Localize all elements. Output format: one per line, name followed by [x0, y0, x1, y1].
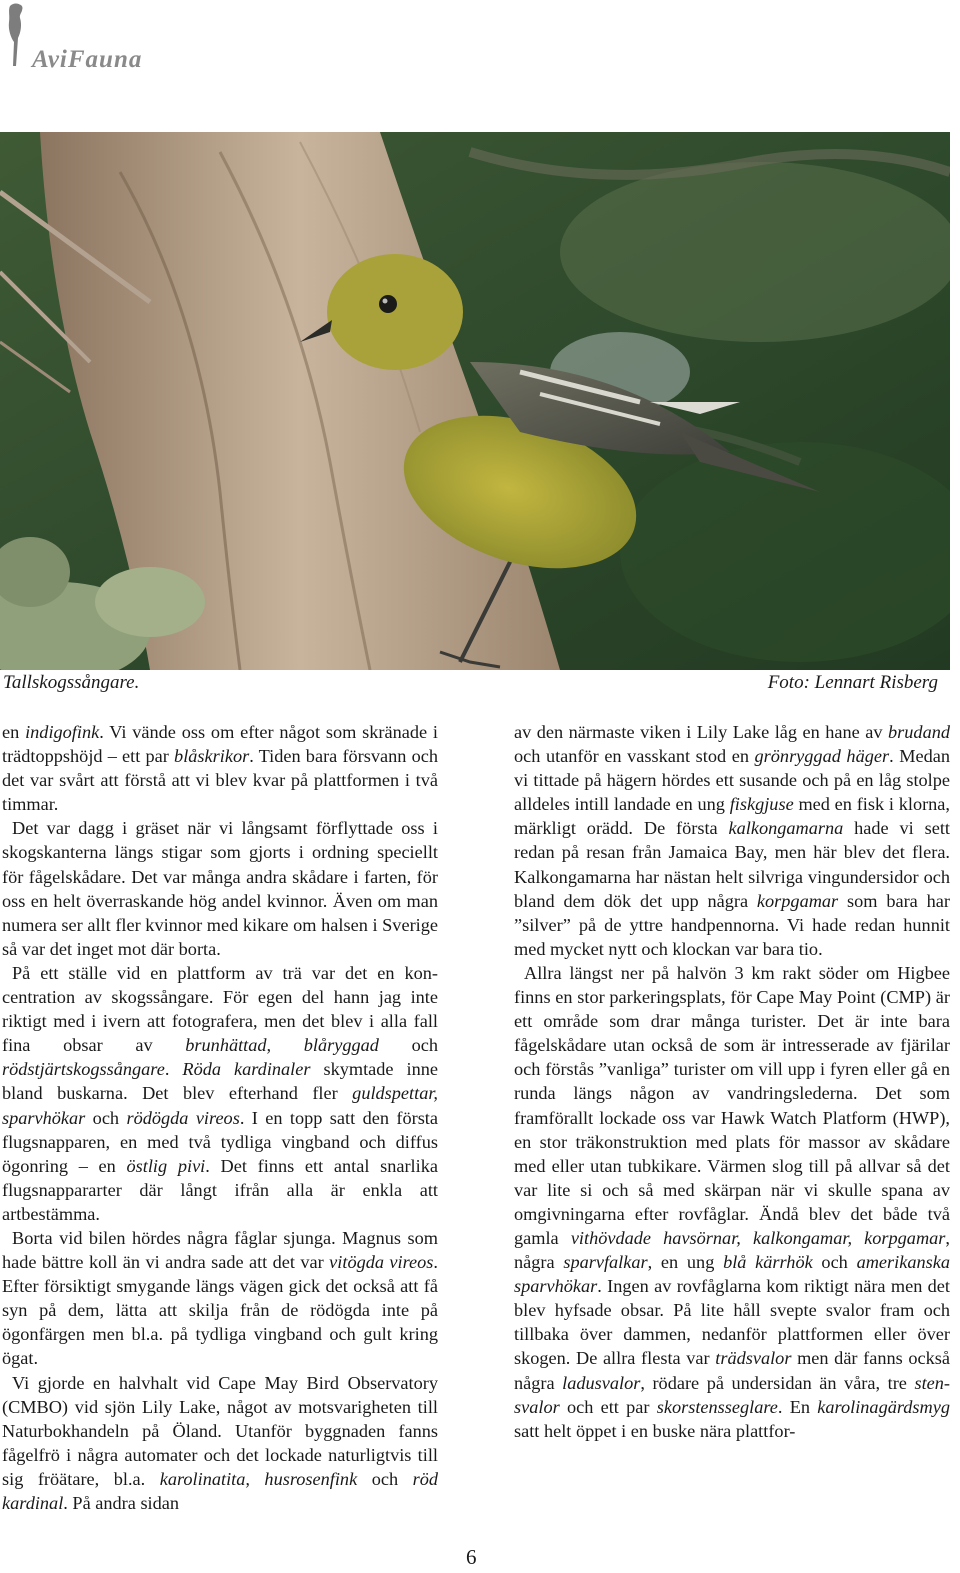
text-run: och — [812, 1252, 857, 1273]
text-run: . Efter försiktigt smygande längs vägen gick det också att få syn på dem, lätta att skilja från de rödögda inte på ögonfärgen men bl.a. på tydliga vingband och gult kring ögat. — [2, 1252, 438, 1369]
species-name: Röda kardinaler — [182, 1059, 311, 1080]
species-name: blå kärrhök — [723, 1252, 813, 1273]
text-run: med en fisk i klorna, märkligt orädd. De första — [514, 794, 950, 839]
paragraph — [2, 1371, 438, 1516]
species-name: brunhättad, blåryggad — [185, 1035, 379, 1056]
paragraph — [514, 961, 950, 1443]
text-run: . Vi vände oss om efter något som skränade i trädtoppshöjd – ett par — [2, 722, 438, 767]
logo-text: AviFauna — [32, 46, 143, 73]
bird-silhouette-icon — [4, 2, 30, 74]
paragraph — [2, 816, 438, 961]
species-name: rödögda vireos — [126, 1107, 240, 1128]
species-name: indigofink — [25, 722, 100, 742]
species-name: skorstensseglare — [656, 1396, 778, 1417]
text-run: . Tiden bara försvann och det var svårt att förstå att vi blev kvar på plattformen i två timmar. — [2, 746, 439, 815]
species-name: trädsvalor — [715, 1348, 792, 1369]
text-run: . — [164, 1059, 183, 1080]
text-run: en — [2, 722, 26, 742]
text-run: . Ingen av rovfåglarna kom riktigt nära men det blev hyfsade obsar. På lite håll svepte svalor fram och tillbaka över dammen, nedanför plattformen eller över skogen. De allra flesta var — [514, 1276, 950, 1369]
avifauna-logo — [4, 2, 204, 80]
text-run: Allra längst ner på halvön 3 km rakt söder om Higbee finns en stor parkeringsplats, för Cape May Point (CMP) är ett område som drar många turister. Det är inte bara fågelskådare utan också de som är intresserade av fjärilar och förstås ”vanliga” turister om vill upp i fyren eller gå en runda längs någon av vandringslederna. Det som framförallt lockade oss var Hawk Watch Platform (HWP), en stor träkonstruktion med plats för massor av skådare med eller utan tubkikare. Värmen slog till på allvar så det var lite si och så med skärpan när vi skulle spana av omgivningarna efter rovfåglar. Ändå blev det både två gamla — [514, 962, 950, 1248]
paragraph — [2, 961, 438, 1226]
text-run: och — [85, 1107, 127, 1128]
species-name: ladusvalor — [562, 1372, 641, 1393]
right-column — [514, 720, 950, 1443]
text-run: som bara har ”silver” på de yttre handpennorna. Vi hade redan hunnit med mycket nytt och klockan var bara tio. — [514, 890, 950, 959]
species-name: stensvalor — [514, 1372, 950, 1417]
text-run: hade vi sett redan på resan från Jamaica Bay, men här blev det flera. Kalkongamarna har nästan helt silvriga vingundersidor och bland dem dök det upp några — [514, 818, 951, 911]
species-name: sparvfalkar — [563, 1252, 648, 1273]
species-name: amerikanska sparvhökar — [514, 1252, 950, 1297]
text-run: och ett par — [559, 1396, 657, 1417]
text-run: och — [378, 1035, 438, 1056]
text-run: Borta vid bilen hördes några fåglar sjunga. Magnus som hade bättre koll än vi andra sade att det var — [2, 1227, 438, 1273]
species-name: vitögda vireos — [329, 1252, 434, 1273]
text-run: men där fanns också några — [514, 1348, 951, 1393]
text-run: , en ung — [647, 1252, 724, 1273]
text-run: satt helt öppet i en buske nära plattfor- — [514, 1420, 796, 1441]
species-name: karolinagärdsmyg — [817, 1396, 950, 1417]
species-name: kalkongamarna — [728, 818, 844, 839]
species-name: rödstjärtskogssångare — [2, 1059, 165, 1080]
photo-illustration — [0, 132, 950, 670]
species-name: guldspettar, sparvhökar — [2, 1083, 438, 1128]
text-run: Det var dagg i gräset när vi långsamt förflyttade oss i skogskanterna längs stigar som gjorts i ordning speciellt för fågelskådare. Det var många andra skådare i farten, för oss en helt överraskande hög andel kvinnor. Även om man numera ser allt fler kvinnor med kikare om halsen i Sverige så var det inget mot där borta. — [2, 818, 438, 959]
species-name: karolinatita, husrosenfink — [159, 1468, 358, 1489]
species-name: vithövdade havsörnar, kalkongamar, korpgamar — [570, 1227, 946, 1248]
text-run: , några — [514, 1227, 950, 1273]
text-run: Vi gjorde en halvhalt vid Cape May Bird Observatory (CMBO) vid sjön Lily Lake, något av motsvarigheten till Naturbokhandeln på Öland. Utanför byggnaden fanns fågelfrö i några automater och det lockade naturligtvis till sig fröätare, bl.a. — [2, 1372, 438, 1489]
text-run: och utanför en vasskant stod en — [514, 746, 755, 767]
text-run: . På andra sidan — [63, 1493, 180, 1513]
text-run: , rödare på undersidan än våra, tre — [640, 1372, 915, 1393]
species-name: blåskrikor — [174, 746, 250, 767]
photo-caption: Tallskogssångare. — [3, 672, 140, 693]
page-number: 6 — [466, 1545, 477, 1569]
text-run: . I en topp satt den första flugsnapparen, en med två tydliga vingband och diffus ögonring – en — [2, 1107, 438, 1176]
species-name: fiskgjuse — [729, 794, 794, 815]
species-name: östlig pivi — [126, 1155, 206, 1176]
text-run: . En — [777, 1396, 818, 1417]
species-name: grönryggad häger — [754, 746, 890, 767]
text-run: På ett ställe vid en plattform av trä var det en koncentration av skogssångare. För egen del hann jag inte riktigt med i ivern att fotografera, men det blev i alla fall fina obsar av — [2, 962, 438, 1056]
text-run: skymtade inne bland buskarna. Det blev efterhand fler — [2, 1059, 438, 1104]
text-run: av den närmaste viken i Lily Lake låg en hane av — [514, 722, 889, 742]
paragraph — [2, 720, 438, 816]
paragraph — [514, 720, 950, 961]
text-run: . Det finns ett antal snarlika flugsnappararter där långt ifrån alla är enkla att artbestämma. — [2, 1155, 438, 1224]
paragraph — [2, 1226, 438, 1371]
species-name: röd kardinal — [2, 1468, 439, 1513]
bird-photo — [0, 132, 950, 670]
left-column — [2, 720, 438, 1515]
text-run: och — [357, 1468, 413, 1489]
species-name: korpgamar — [756, 890, 839, 911]
photo-credit: Foto: Lennart Risberg — [767, 672, 938, 693]
species-name: brudand — [888, 722, 950, 742]
text-run: . Medan vi tittade på hägern hördes ett susande och på en låg stolpe alldeles intill landade en ung — [514, 746, 950, 815]
